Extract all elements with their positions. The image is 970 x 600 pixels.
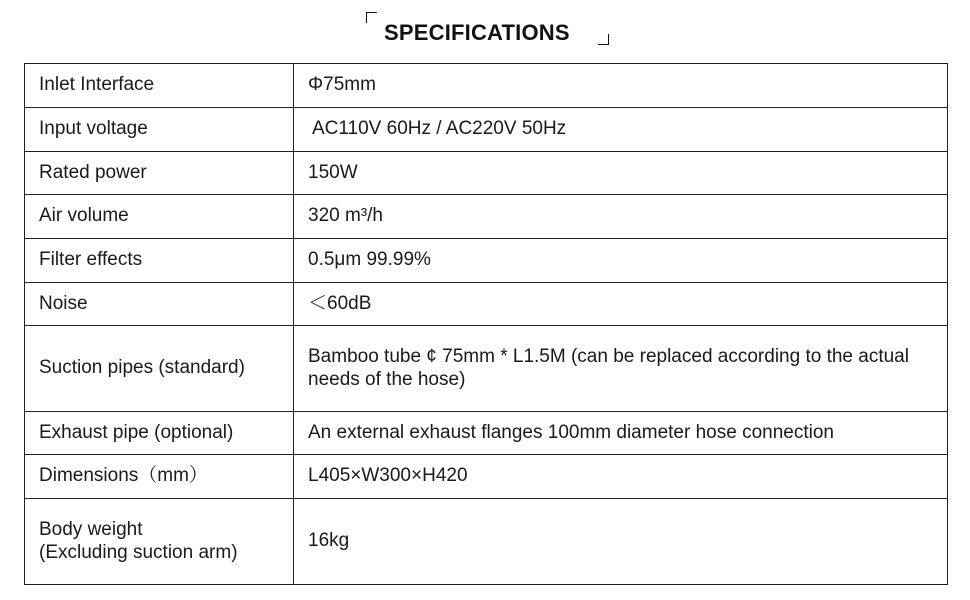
spec-value: 16kg xyxy=(294,499,948,585)
table-row xyxy=(25,283,948,326)
table-row xyxy=(25,152,948,195)
table-row xyxy=(25,239,948,283)
corner-bracket-open-icon xyxy=(366,12,377,23)
spec-value: Φ75mm xyxy=(294,64,948,108)
page-title: SPECIFICATIONS xyxy=(384,20,570,45)
spec-label-line: (Excluding suction arm) xyxy=(39,541,238,563)
page-title-area xyxy=(0,0,970,62)
table-row xyxy=(25,412,948,455)
spec-value: Bamboo tube ¢ 75mm * L1.5M (can be replaced according to the actual needs of the hose) xyxy=(294,326,948,412)
spec-value: AC110V 60Hz / AC220V 50Hz xyxy=(294,108,948,152)
table-row xyxy=(25,108,948,152)
spec-value: 0.5μm 99.99% xyxy=(294,239,948,283)
spec-label-line: Body weight xyxy=(39,518,143,540)
table-row xyxy=(25,499,948,585)
spec-value: An external exhaust flanges 100mm diameter hose connection xyxy=(294,412,948,455)
spec-label: Noise xyxy=(25,283,294,326)
spec-label xyxy=(25,499,294,585)
table-row xyxy=(25,326,948,412)
spec-label: Dimensions（mm） xyxy=(25,455,294,499)
spec-value: 320 m³/h xyxy=(294,195,948,239)
spec-label: Filter effects xyxy=(25,239,294,283)
spec-label: Suction pipes (standard) xyxy=(25,326,294,412)
spec-label: Input voltage xyxy=(25,108,294,152)
spec-label: Inlet Interface xyxy=(25,64,294,108)
spec-value: L405×W300×H420 xyxy=(294,455,948,499)
table-row xyxy=(25,64,948,108)
table-row xyxy=(25,195,948,239)
corner-bracket-close-icon xyxy=(598,34,609,45)
table-row xyxy=(25,455,948,499)
spec-label: Air volume xyxy=(25,195,294,239)
specifications-table xyxy=(24,63,948,585)
spec-label: Rated power xyxy=(25,152,294,195)
spec-label: Exhaust pipe (optional) xyxy=(25,412,294,455)
spec-value: 150W xyxy=(294,152,948,195)
spec-value: ＜60dB xyxy=(294,283,948,326)
